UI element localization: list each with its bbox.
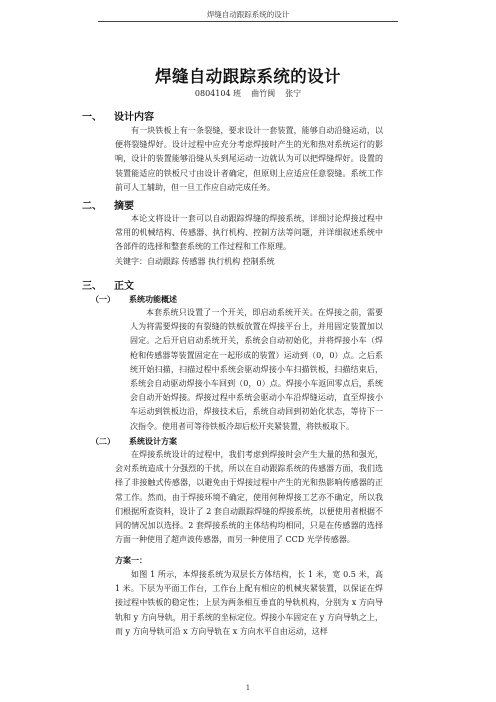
scheme-one-paragraph: 如图 1 所示，本焊接系统为双层长方体结构，长 1 米，宽 0.5 米，高 1 米。下层为平面工作台，工作台上配有相应的机械夹紧装置，以保证在焊接过程中铁板的稳定性；上层为两条相互垂直的导轨机构，分别为 x 方向导轨和 y 方向导轨，用于系统的坐标定位。焊接小车固定在 y 方向导轨之上，而 y 方向导轨可沿 x 方向导轨在 x 方向水平自由运动，这样	[115, 570, 383, 636]
section-title: 设计内容	[114, 112, 154, 123]
subsection-title: 系统功能概述	[129, 295, 177, 304]
subsection-title: 系统设计方案	[129, 437, 177, 446]
design-scheme-paragraph: 在焊接系统设计的过程中，我们考虑到焊接时会产生大量的热和强光，会对系统造成十分强烈的干扰，所以在自动跟踪系统的传感器方面，我们选择了非接触式传感器，以避免由于焊接过程中产生的光和热影响传感器的正常工作。然而，由于焊接环境不确定，使用何种焊接工艺亦不确定，所以我们根据所查资料，设计了 2 套自动跟踪焊缝的焊接系统，以便使用者根据不同的情况加以选择。2 套焊接系统的主体结构均相同，只是在传感器的选择方面一种使用了超声波传感器，而另一种使用了 CCD 光学传感器。	[115, 450, 383, 545]
subsection-heading-design-scheme	[91, 436, 177, 447]
author-name: 张宁	[285, 89, 302, 98]
document-title: 焊缝自动跟踪系统的设计	[155, 67, 341, 86]
subsection-number: （一）	[91, 295, 115, 304]
section-number: 三、	[82, 281, 102, 292]
author-line	[0, 88, 496, 99]
running-header: 焊缝自动跟踪系统的设计	[206, 10, 290, 19]
section-title: 正文	[114, 281, 134, 292]
section-heading-main-body	[82, 277, 134, 292]
design-content-paragraph: 有一块铁板上有一条裂缝，要求设计一套装置，能够自动沿缝运动，以便将裂缝焊好。设计过程中应充分考虑焊接时产生的光和热对系统运行的影响，设计的装置能够沿缝从头到尾运动一边就认为可以把焊缝焊好。设置的装置能适应的铁板尺寸由设计者确定，但原则上应适应任意裂缝。系统工作前可人工辅助，但一旦工作应自动完成任务。	[115, 126, 383, 192]
scheme-one-heading: 方案一：	[115, 556, 147, 565]
abstract-paragraph: 本论文将设计一套可以自动跟踪焊缝的焊接系统，详细讨论焊接过程中常用的机械结构、传感器、执行机构、控制方法等问题，并详细叙述系统中各部件的选择和整套系统的工作过程和工作原理。	[115, 214, 383, 252]
section-number: 一、	[82, 112, 102, 123]
subsection-number: （二）	[91, 437, 115, 446]
section-heading-design-content	[82, 108, 154, 123]
subsection-heading-overview	[91, 294, 177, 305]
header-divider	[98, 21, 398, 22]
overview-paragraph: 本套系统只设置了一个开关，即启动系统开关。在焊接之前，需要人为将需要焊接的有裂缝的铁板放置在焊接平台上，并用固定装置加以固定。之后开启启动系统开关，系统会自动初始化，并将焊接小车（焊枪和传感器等装置固定在一起形成的装置）运动到（0，0）点。之后系统开始扫描，扫描过程中系统会驱动焊接小车扫描铁板，扫描结束后，系统会自动驱动焊接小车回到（0，0）点。焊接小车返回零点后，系统会自动开始焊接。焊接过程中系统会驱动小车沿焊缝运动，直至焊接小车运动到铁板边沿，焊接技术后，系统自动回到初始化状态，等待下一次指令。使用者可等待铁板冷却后松开夹紧装置，将铁板取下。	[130, 308, 383, 431]
class-id: 0804104 班	[194, 89, 242, 98]
section-title: 摘要	[114, 201, 134, 212]
section-number: 二、	[82, 201, 102, 212]
keywords-line: 关键字：自动跟踪 传感器 执行机构 控制系统	[115, 257, 275, 266]
page-number: 1	[245, 684, 251, 692]
section-heading-abstract	[82, 197, 134, 212]
author-name: 曲竹闽	[251, 89, 276, 98]
